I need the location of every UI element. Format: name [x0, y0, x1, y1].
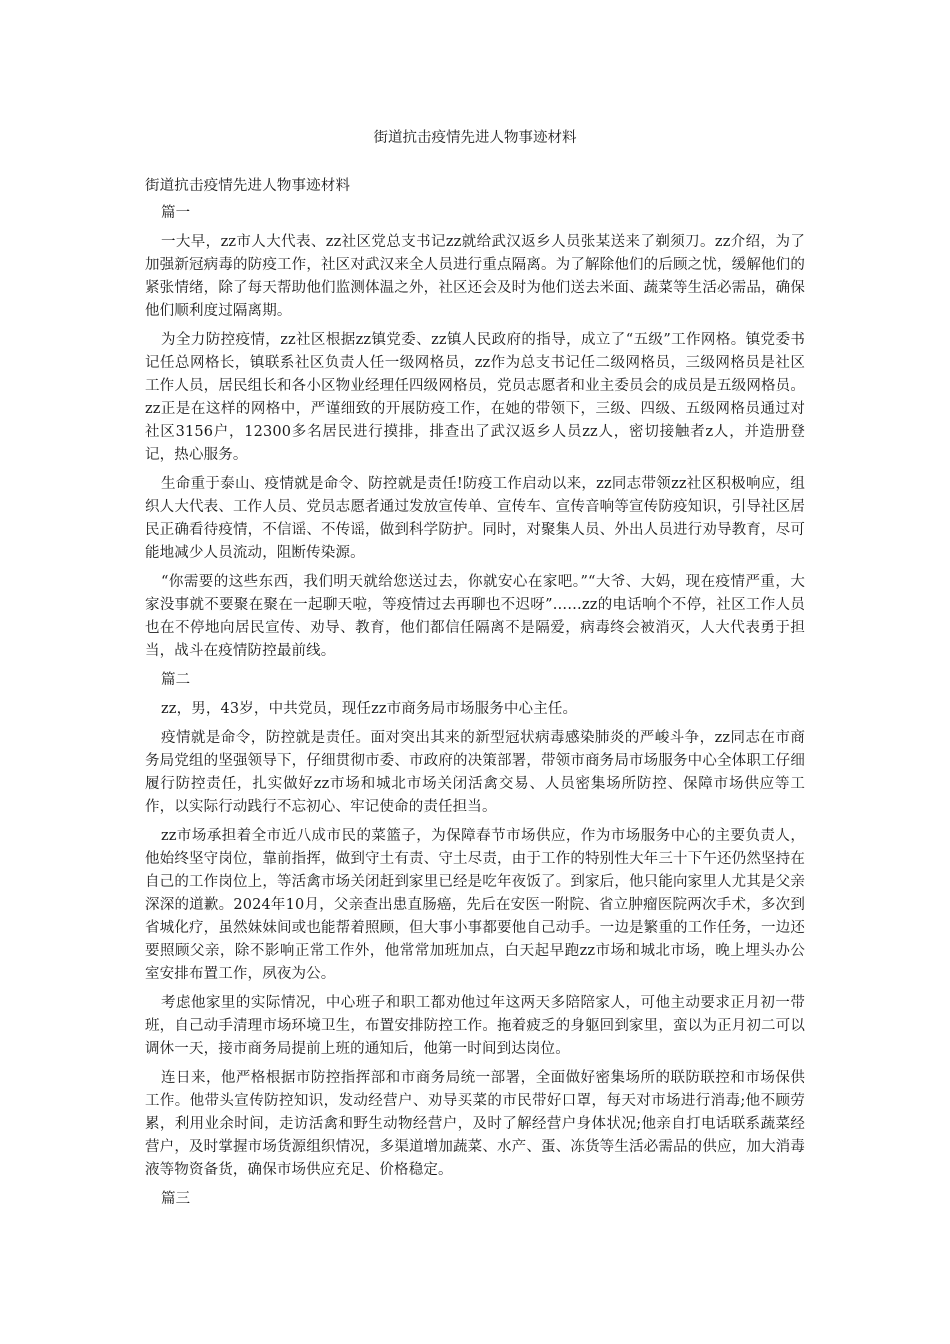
body-paragraph: 一大早，zz市人大代表、zz社区党总支书记zz就给武汉返乡人员张某送来了剃须刀。zz介绍，为了加强新冠病毒的防疫工作，社区对武汉来全人员进行重点隔离。为了解除他们的后顾之忧，缓解他们的紧张情绪，除了每天帮助他们监测体温之外，社区还会及时为他们送去米面、蔬菜等生活必需品，确保他们顺利度过隔离期。 [145, 234, 805, 319]
body-paragraph: zz，男，43岁，中共党员，现任zz市商务局市场服务中心主任。 [161, 701, 578, 717]
body-paragraph: “你需要的这些东西，我们明天就给您送过去，你就安心在家吧。”“大爷、大妈，现在疫情严重，大家没事就不要聚在聚在一起聊天啦，等疫情过去再聊也不迟呀”……zz的电话响个不停，社区工作人员也在不停地向居民宣传、劝导、教育，他们都信任隔离不是隔爱，病毒终会被消灭，人大代表勇于担当，战斗在疫情防控最前线。 [145, 574, 805, 659]
body-paragraph: 连日来，他严格根据市防控指挥部和市商务局统一部署，全面做好密集场所的联防联控和市场保供工作。他带头宣传防控知识，发动经营户、劝导买菜的市民带好口罩，每天对市场进行消毒;他不顾劳累，利用业余时间，走访活禽和野生动物经营户，及时了解经营户身体状况;他亲自打电话联系蔬菜经营户，及时掌握市场货源组织情况，多渠道增加蔬菜、水产、蛋、冻货等生活必需品的供应，加大消毒液等物资备货，确保市场供应充足、价格稳定。 [145, 1070, 805, 1178]
body-paragraph: 生命重于泰山、疫情就是命令、防控就是责任!防疫工作启动以来，zz同志带领zz社区积极响应，组织人大代表、工作人员、党员志愿者通过发放宣传单、宣传车、宣传音响等宣传防疫知识，引导社区居民正确看待疫情，不信谣、不传谣，做到科学防护。同时，对聚集人员、外出人员进行劝导教育，尽可能地减少人员流动，阻断传染源。 [145, 476, 805, 561]
document-body [145, 175, 805, 1217]
section-heading: 篇一 [161, 205, 191, 221]
document-title: 街道抗击疫情先进人物事迹材料 [373, 130, 577, 146]
body-paragraph: zz市场承担着全市近八成市民的菜篮子，为保障春节市场供应，作为市场服务中心的主要负责人，他始终坚守岗位，靠前指挥，做到守土有责、守土尽责，由于工作的特别性大年三十下午还仍然坚持在自己的工作岗位上，等活禽市场关闭赶到家里已经是吃年夜饭了。到家后，他只能向家里人尤其是父亲深深的道歉。2024年10月，父亲查出患直肠癌，先后在安医一附院、省立肿瘤医院两次手术，多次到省城化疗，虽然妹妹间或也能帮着照顾，但大事小事都要他自己动手。一边是繁重的工作任务，一边还要照顾父亲，除不影响正常工作外，他常常加班加点，白天起早跑zz市场和城北市场，晚上埋头办公室安排布置工作，夙夜为公。 [145, 828, 805, 982]
body-paragraph: 疫情就是命令，防控就是责任。面对突出其来的新型冠状病毒感染肺炎的严峻斗争，zz同志在市商务局党组的坚强领导下，仔细贯彻市委、市政府的决策部署，带领市商务局市场服务中心全体职工仔细履行防控责任，扎实做好zz市场和城北市场关闭活禽交易、人员密集场所防控、保障市场供应等工作，以实际行动践行不忘初心、牢记使命的责任担当。 [145, 730, 805, 815]
body-paragraph: 为全力防控疫情，zz社区根据zz镇党委、zz镇人民政府的指导，成立了“五级”工作网格。镇党委书记任总网格长，镇联系社区负责人任一级网格员，zz作为总支书记任二级网格员，三级网格员是社区工作人员，居民组长和各小区物业经理任四级网格员，党员志愿者和业主委员会的成员是五级网格员。zz正是在这样的网格中，严谨细致的开展防疫工作，在她的带领下，三级、四级、五级网格员通过对社区3156户，12300多名居民进行摸排，排查出了武汉返乡人员zz人，密切接触者z人，并造册登记，热心服务。 [145, 332, 805, 463]
document-subtitle: 街道抗击疫情先进人物事迹材料 [145, 178, 351, 194]
section-heading: 篇三 [161, 1191, 191, 1207]
paragraph-list [145, 202, 805, 1211]
section-heading: 篇二 [161, 672, 191, 688]
body-paragraph: 考虑他家里的实际情况，中心班子和职工都劝他过年这两天多陪陪家人，可他主动要求正月初一带班，自己动手清理市场环境卫生，布置安排防控工作。拖着疲乏的身躯回到家里，蛮以为正月初二可以调休一天，接市商务局提前上班的通知后，他第一时间到达岗位。 [145, 995, 805, 1057]
